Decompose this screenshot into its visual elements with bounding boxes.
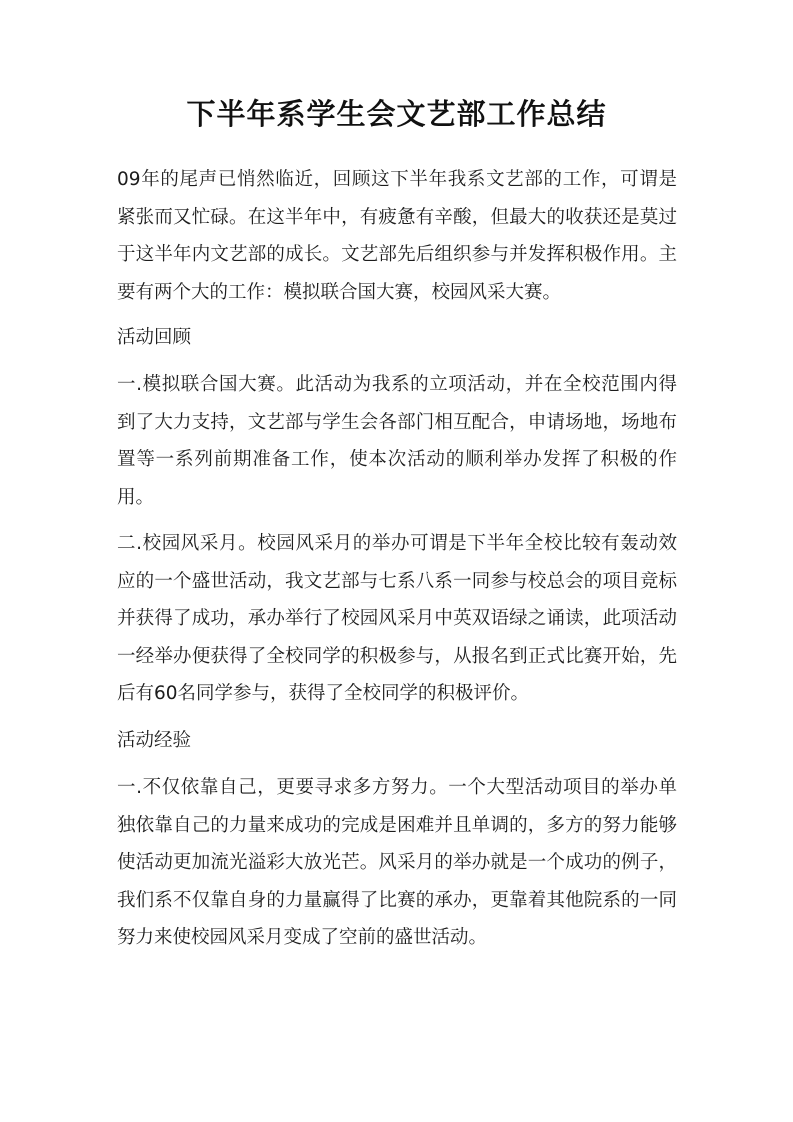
experience-item-1-paragraph: 一.不仅依靠自己，更要寻求多方努力。一个大型活动项目的举办单独依靠自己的力量来成功的完成是困难并且单调的，多方的努力能够使活动更加流光溢彩大放光芒。风采月的举办就是一个成功的例子，我们系不仅靠自身的力量赢得了比赛的承办，更靠着其他院系的一同努力来使校园风采月变成了空前的盛世活动。 (117, 777, 677, 948)
review-item-2-paragraph: 二.校园风采月。校园风采月的举办可谓是下半年全校比较有轰动效应的一个盛世活动，我文艺部与七系八系一同参与校总会的项目竞标并获得了成功，承办举行了校园风采月中英双语绿之诵读，此项活动一经举办便获得了全校同学的积极参与，从报名到正式比赛开始，先后有60名同学参与，获得了全校同学的积极评价。 (117, 533, 677, 704)
intro-paragraph: 09年的尾声已悄然临近，回顾这下半年我系文艺部的工作，可谓是紧张而又忙碌。在这半年中，有疲惫有辛酸，但最大的收获还是莫过于这半年内文艺部的成长。文艺部先后组织参与并发挥积极作用。主要有两个大的工作：模拟联合国大赛，校园风采大赛。 (117, 169, 677, 303)
review-item-1-paragraph: 一.模拟联合国大赛。此活动为我系的立项活动，并在全校范围内得到了大力支持，文艺部与学生会各部门相互配合，申请场地，场地布置等一系列前期准备工作，使本次活动的顺利举办发挥了积极的作用。 (117, 374, 677, 508)
document-title: 下半年系学生会文艺部工作总结 (186, 97, 607, 131)
section-heading-experience: 活动经验 (117, 730, 192, 751)
section-heading-review: 活动回顾 (117, 327, 192, 348)
